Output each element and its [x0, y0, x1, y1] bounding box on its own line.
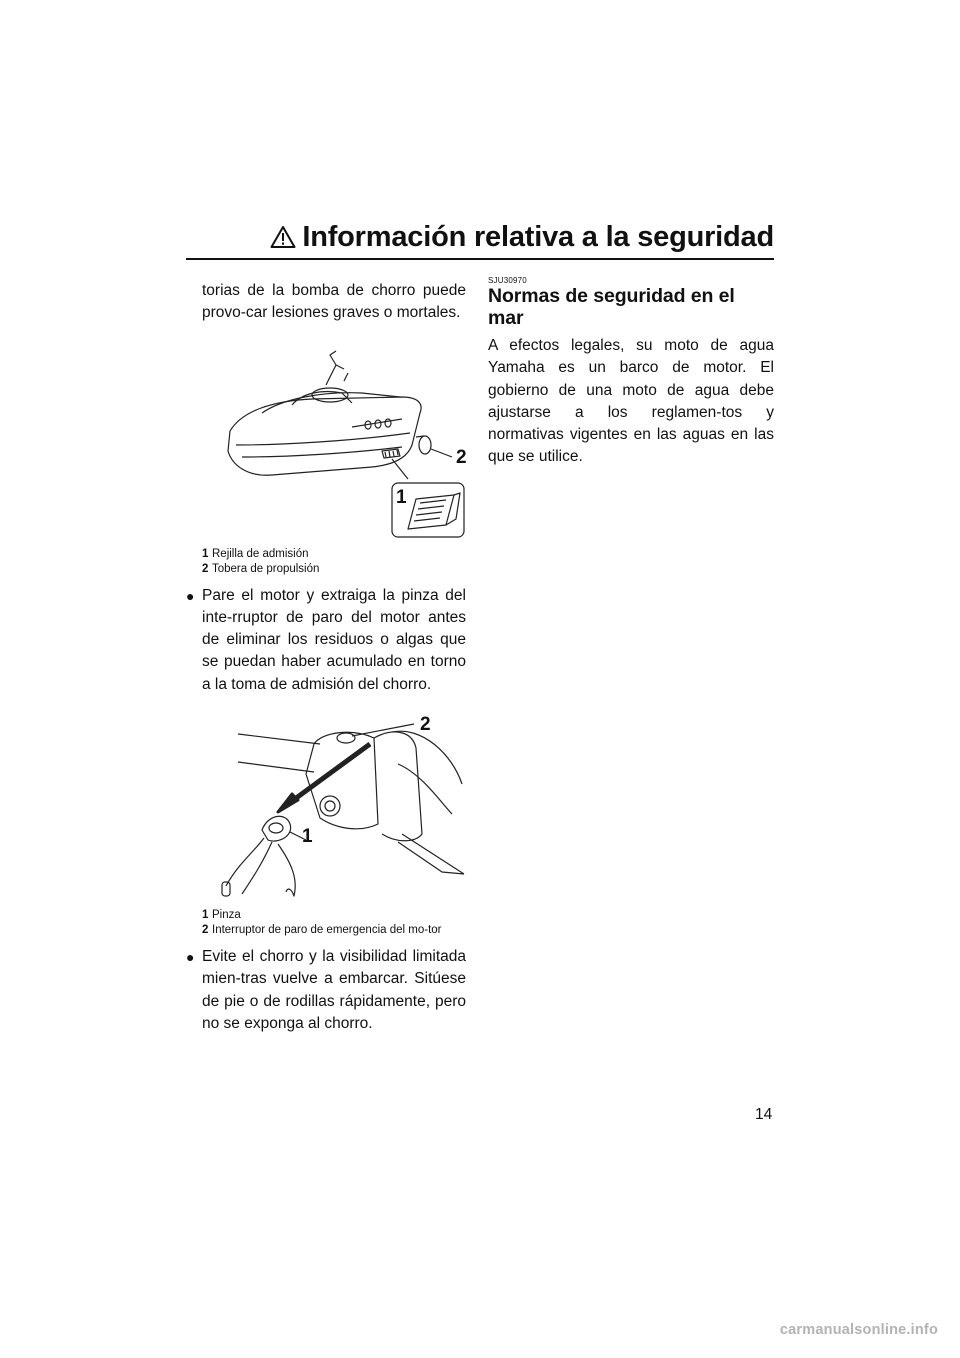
caption-item: [202, 908, 466, 923]
caption-number: 1: [202, 547, 209, 560]
caption-number: 2: [202, 562, 209, 575]
bullet-dot-icon: ●: [186, 587, 195, 604]
bullet-text: Evite el chorro y la visibilidad limitada mien-tras vuelve a embarcar. Sitúese de pie o de rodillas rápidamente, pero no se exponga al chorro.: [202, 948, 466, 1032]
caption-text: Pinza: [212, 909, 241, 922]
page-title-text: Información relativa a la seguridad: [302, 221, 774, 253]
figure2-caption: [202, 908, 466, 938]
watermark: carmanualsonline.info: [779, 1322, 938, 1338]
caption-item: [202, 547, 466, 562]
caption-item: [202, 923, 466, 938]
bullet-text: Pare el motor y extraiga la pinza del inte-rruptor de paro del motor antes de eliminar los residuos o algas que se puedan haber acumulado en torno a la toma de admisión del chorro.: [202, 586, 466, 693]
caption-number: 1: [202, 909, 209, 922]
bullet-item: [186, 585, 466, 696]
callout-1: 1: [396, 486, 407, 508]
page-header: [186, 218, 774, 260]
left-column: [186, 280, 466, 1035]
section-title: Normas de seguridad en el mar: [488, 285, 735, 329]
bullet-item: [186, 946, 466, 1035]
caption-item: [202, 562, 466, 577]
caption-text: Tobera de propulsión: [212, 562, 320, 575]
jet-ski-figure: [202, 333, 472, 543]
caption-number: 2: [202, 924, 209, 937]
callout-2: 2: [456, 446, 467, 468]
section-code: SJU30970: [488, 276, 527, 285]
callout-1: 1: [302, 826, 313, 848]
kill-switch-illustration: [202, 714, 472, 904]
warning-triangle-icon: [270, 225, 296, 249]
bullet-dot-icon: ●: [186, 949, 195, 966]
callout-2: 2: [420, 714, 431, 736]
page-number: 14: [755, 1106, 773, 1123]
section-paragraph: A efectos legales, su moto de agua Yamaha es un barco de motor. El gobierno de una moto de agua debe ajustarse a los reglamen-tos y normativas vigentes en las aguas en las que se utilice.: [488, 337, 774, 466]
intro-paragraph: torias de la bomba de chorro puede provo-car lesiones graves o mortales.: [202, 282, 466, 322]
figure1-caption: [202, 547, 466, 577]
right-column: [488, 276, 774, 469]
kill-switch-figure: [202, 714, 472, 904]
caption-text: Rejilla de admisión: [212, 547, 309, 560]
page-title: [270, 221, 774, 254]
caption-text: Interruptor de paro de emergencia del mo-tor: [212, 924, 442, 937]
jet-ski-illustration: [202, 333, 472, 543]
